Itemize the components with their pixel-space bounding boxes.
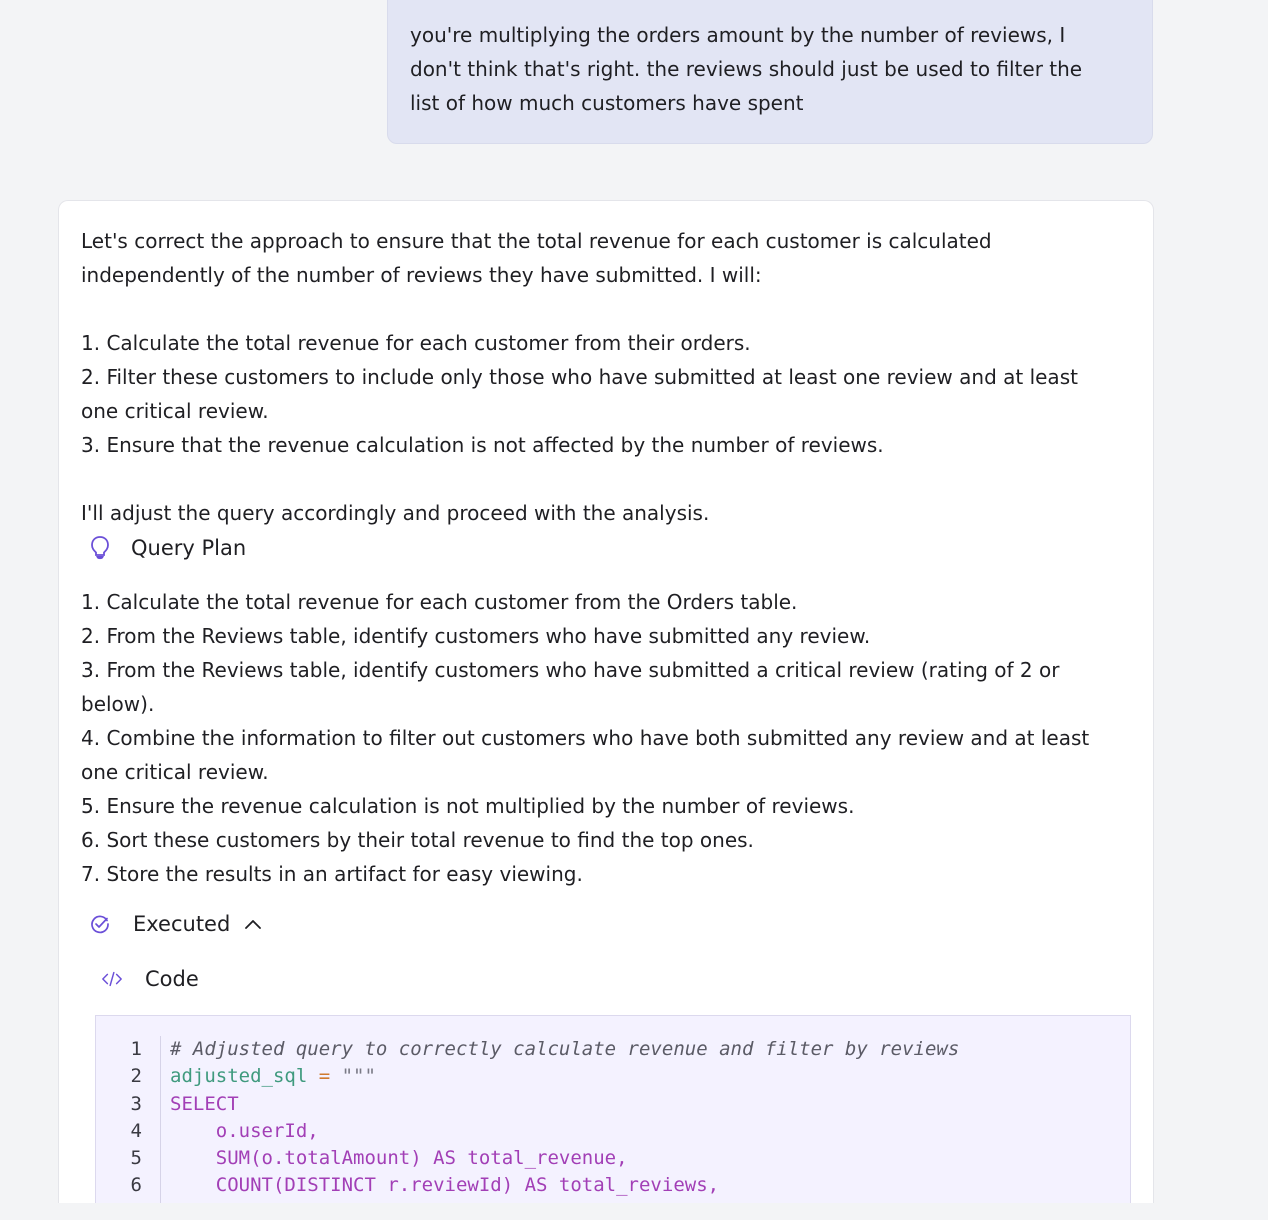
code-editor[interactable]	[95, 1015, 1131, 1203]
intro-line: Let's correct the approach to ensure that the total revenue for each customer is calculated	[81, 229, 992, 253]
line-number: 5	[130, 1147, 142, 1170]
user-message-bubble	[387, 0, 1153, 144]
code-token-operator: =	[307, 1065, 342, 1088]
executed-toggle[interactable]	[89, 911, 264, 937]
query-plan-label: Query Plan	[131, 536, 247, 560]
closing-line: I'll adjust the query accordingly and proceed with the analysis.	[81, 501, 710, 525]
query-plan-header[interactable]	[89, 535, 246, 561]
code-line: SELECT	[170, 1092, 239, 1115]
code-section-label: Code	[145, 967, 199, 991]
plan-line: 4. Combine the information to filter out customers who have both submitted any review and at least	[81, 726, 1090, 750]
step-line: one critical review.	[81, 399, 269, 423]
line-number: 3	[130, 1092, 142, 1115]
code-icon	[101, 966, 123, 992]
step-line: 1. Calculate the total revenue for each customer from their orders.	[81, 331, 751, 355]
assistant-steps	[81, 326, 1078, 462]
plan-line: 5. Ensure the revenue calculation is not multiplied by the number of reviews.	[81, 794, 855, 818]
user-message-line: list of how much customers have spent	[410, 91, 804, 115]
executed-label: Executed	[133, 912, 231, 936]
step-line: 2. Filter these customers to include only those who have submitted at least one review and at least	[81, 365, 1078, 389]
assistant-message-card	[58, 200, 1154, 1203]
chevron-up-icon[interactable]	[242, 911, 264, 937]
plan-line: below).	[81, 692, 155, 716]
plan-line: 6. Sort these customers by their total revenue to find the top ones.	[81, 828, 754, 852]
plan-line: one critical review.	[81, 760, 269, 784]
intro-line: independently of the number of reviews they have submitted. I will:	[81, 263, 762, 287]
code-line	[170, 1063, 959, 1090]
plan-line: 1. Calculate the total revenue for each customer from the Orders table.	[81, 590, 798, 614]
plan-line: 7. Store the results in an artifact for easy viewing.	[81, 862, 583, 886]
line-number: 4	[130, 1119, 142, 1142]
user-message-line: don't think that's right. the reviews should just be used to filter the	[410, 57, 1083, 81]
user-message-line: you're multiplying the orders amount by the number of reviews, I	[410, 23, 1066, 47]
code-line: SUM(o.totalAmount) AS total_revenue,	[170, 1147, 628, 1170]
line-number-gutter	[96, 1036, 161, 1203]
code-token-variable: adjusted_sql	[170, 1065, 308, 1088]
line-number: 1	[130, 1038, 142, 1060]
assistant-closing	[81, 496, 709, 530]
check-circle-icon	[89, 911, 111, 937]
plan-line: 3. From the Reviews table, identify customers who have submitted a critical review (rating of 2 or	[81, 658, 1060, 682]
code-token-string: """	[341, 1065, 376, 1088]
step-line: 3. Ensure that the revenue calculation is not affected by the number of reviews.	[81, 433, 884, 457]
plan-line: 2. From the Reviews table, identify customers who have submitted any review.	[81, 624, 871, 648]
line-number: 2	[130, 1065, 142, 1088]
line-number: 6	[130, 1174, 142, 1197]
query-plan-list	[81, 585, 1089, 891]
code-section-header[interactable]	[101, 966, 199, 992]
assistant-intro	[81, 224, 992, 292]
code-line: o.userId,	[170, 1119, 319, 1142]
code-content	[170, 1036, 959, 1200]
code-line: # Adjusted query to correctly calculate revenue and filter by reviews	[170, 1038, 960, 1060]
code-line: COUNT(DISTINCT r.reviewId) AS total_reviews,	[170, 1174, 720, 1197]
lightbulb-icon	[89, 535, 111, 561]
